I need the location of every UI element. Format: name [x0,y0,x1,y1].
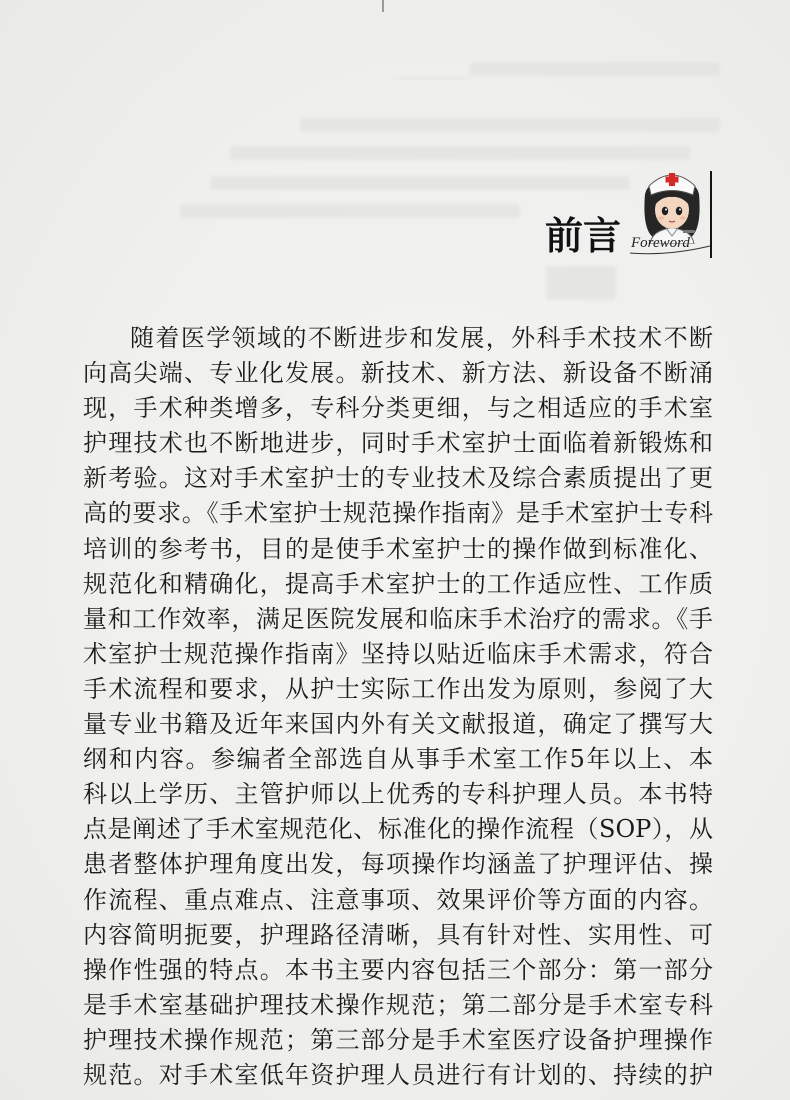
bleed-through-line [180,204,520,218]
text-line: 是手术室基础护理技术操作规范；第二部分是手术室专科 [83,990,713,1019]
text-line: 护理技术也不断地进步，同时手术室护士面临着新锻炼和 [83,429,713,458]
text-line: 手术流程和要求，从护士实际工作出发为原则，参阅了大 [83,674,713,703]
foreword-label: Foreword [631,235,690,251]
text-line: 点是阐述了手术室规范化、标准化的操作流程（SOP），从 [83,815,713,844]
text-line: 量和工作效率，满足医院发展和临床手术治疗的需求。《手 [83,604,713,633]
text-line: 科以上学历、主管护师以上优秀的专科护理人员。本书特 [83,780,713,809]
text-line: 现，手术种类增多，专科分类更细，与之相适应的手术室 [83,394,713,423]
text-line: 操作性强的特点。本书主要内容包括三个部分：第一部分 [83,955,713,984]
text-line: 向高尖端、专业化发展。新技术、新方法、新设备不断涌 [83,359,713,388]
text-line: 新考验。这对手术室护士的专业技术及综合素质提出了更 [83,464,713,493]
page-title: 前言 [545,214,622,258]
text-line: 规范。对手术室低年资护理人员进行有计划的、持续的护 [83,1060,713,1089]
nurse-icon [636,164,708,244]
bleed-through-block [546,266,616,300]
bleed-through-line [210,176,630,190]
text-line: 作流程、重点难点、注意事项、效果评价等方面的内容。 [83,885,713,914]
text-line: 内容简明扼要，护理路径清晰，具有针对性、实用性、可 [83,920,713,949]
text-line: 患者整体护理角度出发，每项操作均涵盖了护理评估、操 [83,850,713,879]
bleed-through-line [300,118,720,132]
text-line: 培训的参考书，目的是使手术室护士的操作做到标准化、 [83,534,713,563]
title-vertical-rule [710,171,712,258]
preface-paragraph [83,321,713,1093]
text-line: 规范化和精确化，提高手术室护士的工作适应性、工作质 [83,569,713,598]
text-line: 纲和内容。参编者全部选自从事手术室工作5年以上、本 [83,745,713,774]
text-line: 术室护士规范操作指南》坚持以贴近临床手术需求，符合 [83,639,713,668]
bleed-through-line [230,146,690,160]
text-line: 量专业书籍及近年来国内外有关文献报道，确定了撰写大 [83,710,713,739]
text-line: 护理技术操作规范；第三部分是手术室医疗设备护理操作 [83,1025,713,1054]
page-edge-mark [382,0,384,12]
text-line: 高的要求。《手术室护士规范操作指南》是手术室护士专科 [83,499,713,528]
text-line: 随着医学领域的不断进步和发展，外科手术技术不断 [130,324,713,352]
bleed-through-rule [392,77,472,79]
bleed-through-header [470,62,720,76]
